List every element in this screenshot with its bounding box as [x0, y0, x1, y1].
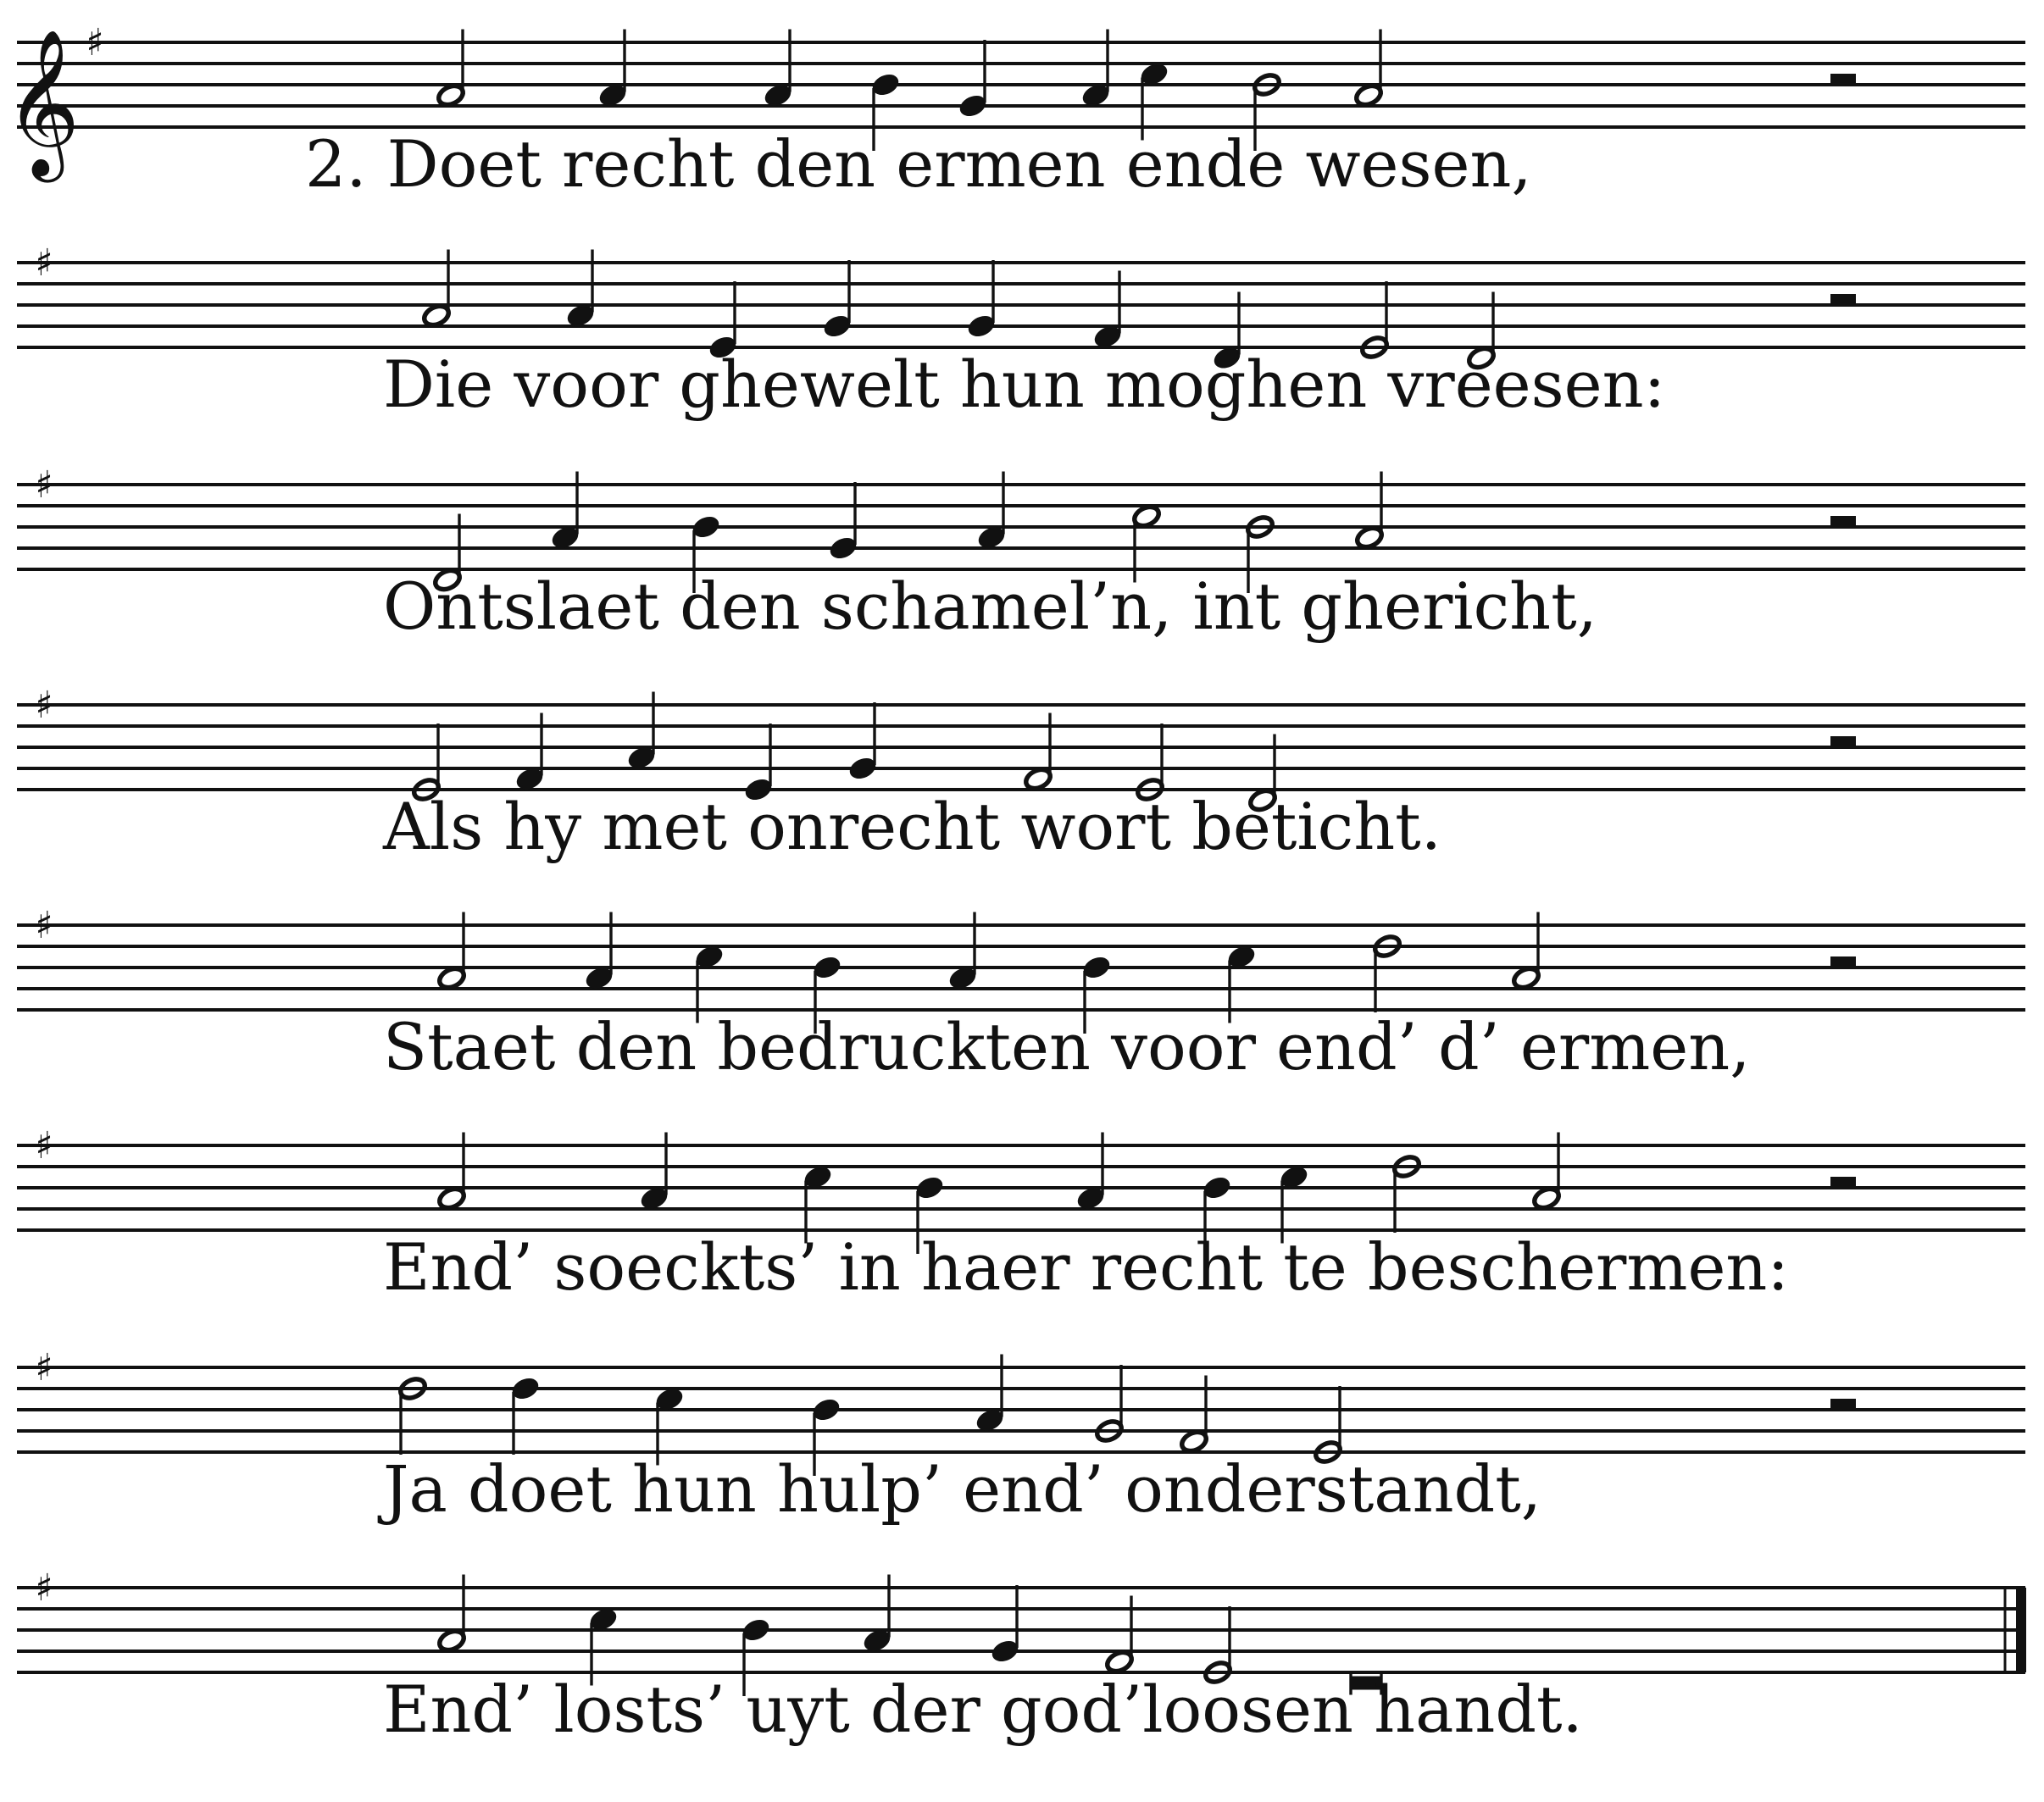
- staff-system: [17, 904, 2025, 1084]
- note: [509, 1374, 542, 1455]
- key-signature-sharp-icon: ♯: [35, 904, 53, 947]
- lyric-line: Staet den bedruckten voor end’ d’ ermen,: [383, 1009, 1751, 1084]
- half-rest-icon: [1830, 1399, 1856, 1410]
- half-rest-icon: [1830, 74, 1856, 85]
- lyric-line: End’ soeckts’ in haer recht te beschermen:: [383, 1229, 1789, 1305]
- half-rest-icon: [1830, 294, 1856, 305]
- half-rest-icon: [1830, 516, 1856, 527]
- staff-system: [5, 21, 2025, 202]
- lyric-line: Als hy met onrecht wort beticht.: [383, 789, 1441, 864]
- half-rest-icon: [1830, 736, 1856, 747]
- key-signature-sharp-icon: ♯: [35, 1124, 53, 1167]
- staff-system: [17, 241, 2025, 422]
- staff-system: [17, 1566, 2025, 1747]
- treble-clef-icon: 𝄞: [4, 29, 81, 176]
- lyric-line: End’ losts’ uyt der god’loosen handt.: [383, 1672, 1583, 1747]
- lyric-line: Ontslaet den schamel’n, int ghericht,: [383, 568, 1597, 644]
- half-rest-icon: [1830, 1177, 1856, 1188]
- key-signature-sharp-icon: ♯: [35, 1566, 53, 1610]
- staff-system: [17, 1346, 2025, 1527]
- key-signature-sharp-icon: ♯: [35, 1346, 53, 1389]
- key-signature-sharp-icon: ♯: [35, 241, 53, 285]
- key-signature-sharp-icon: ♯: [35, 684, 53, 727]
- key-signature-sharp-icon: ♯: [86, 21, 104, 64]
- lyric-line: Die voor ghewelt hun moghen vreesen:: [383, 347, 1666, 422]
- note: [847, 702, 879, 783]
- staff-system: [17, 1124, 2025, 1305]
- staff-system: [17, 684, 2025, 864]
- key-signature-sharp-icon: ♯: [35, 463, 53, 507]
- half-rest-icon: [1830, 956, 1856, 968]
- note: [821, 260, 853, 341]
- note: [957, 40, 989, 120]
- staff-system: [17, 463, 2025, 644]
- note: [989, 1585, 1021, 1666]
- note: [827, 482, 859, 563]
- lyric-line: 2. Doet recht den ermen ende wesen,: [305, 126, 1532, 202]
- lyric-line: Ja doet hun hulp’ end’ onderstandt,: [383, 1451, 1541, 1527]
- note: [965, 260, 997, 341]
